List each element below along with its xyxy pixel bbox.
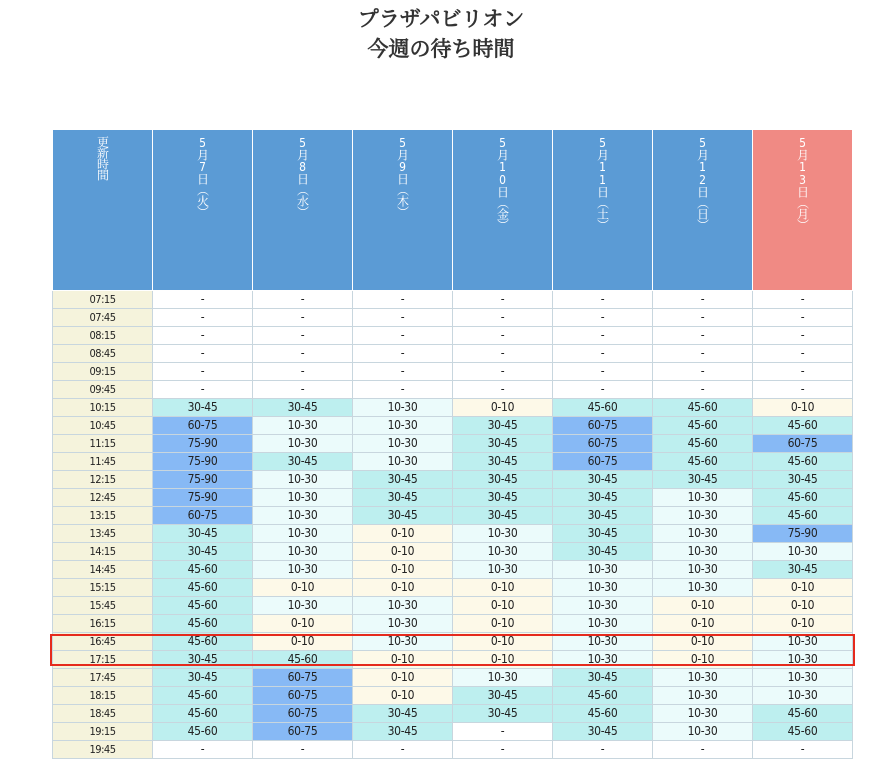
wait-time-cell: 45-60 (653, 417, 753, 435)
wait-time-cell: 0-10 (653, 651, 753, 669)
table-row (53, 597, 853, 615)
wait-time-cell: 45-60 (753, 723, 853, 741)
wait-time-cell: 10-30 (253, 417, 353, 435)
wait-time-cell: 30-45 (553, 669, 653, 687)
wait-time-cell: 0-10 (753, 597, 853, 615)
wait-time-cell: - (453, 363, 553, 381)
wait-time-cell: 10-30 (653, 489, 753, 507)
wait-time-cell: 75-90 (153, 453, 253, 471)
wait-time-cell: 30-45 (353, 723, 453, 741)
wait-time-cell: 10-30 (553, 651, 653, 669)
time-cell: 11:45 (53, 453, 153, 471)
wait-time-cell: 10-30 (553, 561, 653, 579)
table-row (53, 525, 853, 543)
wait-time-cell: 10-30 (353, 597, 453, 615)
wait-time-cell: 45-60 (153, 723, 253, 741)
wait-time-cell: 0-10 (253, 579, 353, 597)
time-cell: 14:45 (53, 561, 153, 579)
wait-time-cell: 60-75 (553, 417, 653, 435)
wait-time-cell: 10-30 (353, 399, 453, 417)
table-row (53, 381, 853, 399)
wait-time-cell: 10-30 (253, 561, 353, 579)
wait-time-cell: 10-30 (753, 687, 853, 705)
wait-time-cell: - (753, 741, 853, 759)
wait-time-cell: 45-60 (753, 489, 853, 507)
wait-time-cell: 45-60 (153, 705, 253, 723)
wait-time-cell: 30-45 (153, 399, 253, 417)
wait-time-cell: 0-10 (353, 561, 453, 579)
wait-time-cell: 10-30 (753, 543, 853, 561)
wait-time-cell: 0-10 (353, 669, 453, 687)
wait-time-cell: 30-45 (553, 543, 653, 561)
page-title (0, 4, 882, 64)
day-header: 5月7日（火） (153, 130, 253, 291)
time-cell: 16:15 (53, 615, 153, 633)
wait-time-cell: - (453, 723, 553, 741)
wait-time-cell: - (653, 381, 753, 399)
table-row (53, 543, 853, 561)
header-row (53, 130, 853, 291)
wait-time-cell: - (753, 327, 853, 345)
wait-time-cell: - (653, 309, 753, 327)
wait-time-cell: 30-45 (253, 453, 353, 471)
wait-time-cell: - (553, 309, 653, 327)
time-cell: 12:15 (53, 471, 153, 489)
wait-time-cell: 0-10 (353, 651, 453, 669)
wait-time-cell: - (153, 345, 253, 363)
wait-time-cell: 45-60 (153, 597, 253, 615)
wait-time-cell: 30-45 (753, 561, 853, 579)
table-row (53, 669, 853, 687)
wait-time-cell: 0-10 (253, 615, 353, 633)
day-header: 5月10日（金） (453, 130, 553, 291)
wait-time-cell: 45-60 (153, 579, 253, 597)
wait-time-cell: 30-45 (553, 507, 653, 525)
wait-time-cell: - (653, 345, 753, 363)
wait-time-cell: 45-60 (553, 399, 653, 417)
table-row (53, 435, 853, 453)
wait-time-cell: 30-45 (453, 417, 553, 435)
wait-time-cell: - (453, 381, 553, 399)
wait-time-cell: 10-30 (653, 723, 753, 741)
time-cell: 17:45 (53, 669, 153, 687)
wait-time-cell: 10-30 (653, 543, 753, 561)
wait-time-cell: 30-45 (353, 705, 453, 723)
wait-time-cell: 0-10 (453, 399, 553, 417)
table-row (53, 489, 853, 507)
wait-time-cell: 45-60 (553, 705, 653, 723)
wait-time-cell: 75-90 (753, 525, 853, 543)
wait-time-cell: 45-60 (753, 417, 853, 435)
wait-time-cell: 45-60 (753, 453, 853, 471)
wait-time-cell: 10-30 (653, 579, 753, 597)
wait-time-cell: - (153, 291, 253, 309)
wait-time-cell: - (253, 345, 353, 363)
wait-time-cell: 30-45 (553, 723, 653, 741)
wait-time-cell: 0-10 (453, 597, 553, 615)
wait-time-cell: 30-45 (453, 453, 553, 471)
pavilion-name: プラザパビリオン (357, 7, 525, 31)
wait-time-cell: - (653, 363, 753, 381)
update-time-header: 更新時間 (53, 130, 153, 291)
table-row (53, 327, 853, 345)
wait-time-cell: 45-60 (153, 687, 253, 705)
wait-time-cell: 45-60 (253, 651, 353, 669)
wait-time-cell: 0-10 (753, 399, 853, 417)
wait-time-cell: 60-75 (253, 669, 353, 687)
wait-time-cell: 0-10 (353, 525, 453, 543)
time-cell: 14:15 (53, 543, 153, 561)
wait-time-cell: 0-10 (453, 651, 553, 669)
time-cell: 09:45 (53, 381, 153, 399)
wait-time-cell: 30-45 (553, 525, 653, 543)
table-row (53, 579, 853, 597)
time-cell: 07:15 (53, 291, 153, 309)
wait-time-cell: 45-60 (753, 507, 853, 525)
wait-time-cell: 10-30 (453, 525, 553, 543)
wait-time-cell: 10-30 (353, 453, 453, 471)
wait-time-cell: 10-30 (553, 633, 653, 651)
wait-time-cell: 60-75 (253, 723, 353, 741)
wait-time-cell: - (553, 741, 653, 759)
table-row (53, 615, 853, 633)
wait-time-cell: 45-60 (153, 561, 253, 579)
wait-time-cell: - (453, 327, 553, 345)
table-row (53, 507, 853, 525)
wait-time-cell: - (453, 291, 553, 309)
wait-time-cell: 10-30 (553, 579, 653, 597)
time-cell: 08:45 (53, 345, 153, 363)
wait-time-cell: 45-60 (153, 633, 253, 651)
table-row (53, 561, 853, 579)
wait-time-cell: 0-10 (753, 615, 853, 633)
wait-time-cell: - (553, 381, 653, 399)
day-header: 5月12日（日） (653, 130, 753, 291)
wait-time-cell: - (253, 363, 353, 381)
wait-time-cell: 30-45 (353, 471, 453, 489)
wait-time-cell: - (653, 291, 753, 309)
wait-time-cell: 10-30 (753, 669, 853, 687)
table-row (53, 633, 853, 651)
time-cell: 15:15 (53, 579, 153, 597)
wait-time-cell: 60-75 (253, 705, 353, 723)
wait-time-cell: 0-10 (253, 633, 353, 651)
wait-time-cell: - (153, 309, 253, 327)
time-cell: 15:45 (53, 597, 153, 615)
wait-time-cell: 30-45 (553, 471, 653, 489)
wait-time-cell: - (253, 291, 353, 309)
wait-time-cell: 10-30 (453, 543, 553, 561)
wait-time-cell: - (553, 327, 653, 345)
wait-time-cell: 0-10 (353, 687, 453, 705)
wait-time-cell: 30-45 (553, 489, 653, 507)
wait-time-cell: 10-30 (753, 633, 853, 651)
time-cell: 11:15 (53, 435, 153, 453)
time-cell: 19:15 (53, 723, 153, 741)
wait-time-cell: - (553, 363, 653, 381)
wait-time-cell: 10-30 (253, 525, 353, 543)
wait-time-cell: 30-45 (153, 651, 253, 669)
wait-time-cell: - (353, 327, 453, 345)
wait-time-cell: - (253, 741, 353, 759)
wait-time-cell: - (753, 345, 853, 363)
wait-time-cell: 10-30 (753, 651, 853, 669)
table-row (53, 363, 853, 381)
wait-time-cell: - (553, 291, 653, 309)
wait-time-cell: - (253, 327, 353, 345)
wait-time-cell: - (453, 741, 553, 759)
wait-time-cell: 10-30 (653, 669, 753, 687)
wait-time-cell: 30-45 (453, 507, 553, 525)
time-cell: 10:45 (53, 417, 153, 435)
wait-time-cell: 60-75 (553, 453, 653, 471)
wait-time-cell: 30-45 (453, 687, 553, 705)
wait-time-cell: 0-10 (653, 633, 753, 651)
wait-time-cell: 0-10 (653, 615, 753, 633)
wait-time-cell: 0-10 (453, 633, 553, 651)
table-row (53, 345, 853, 363)
wait-time-cell: - (453, 345, 553, 363)
time-cell: 13:15 (53, 507, 153, 525)
wait-time-cell: - (753, 363, 853, 381)
day-header: 5月11日（土） (553, 130, 653, 291)
wait-time-cell: - (353, 741, 453, 759)
wait-time-cell: 30-45 (453, 471, 553, 489)
wait-time-cell: - (253, 309, 353, 327)
wait-time-cell: 45-60 (153, 615, 253, 633)
time-cell: 19:45 (53, 741, 153, 759)
wait-time-cell: 30-45 (453, 489, 553, 507)
time-cell: 17:15 (53, 651, 153, 669)
wait-time-cell: 10-30 (353, 633, 453, 651)
wait-time-cell: 10-30 (253, 507, 353, 525)
wait-time-cell: - (353, 345, 453, 363)
time-cell: 10:15 (53, 399, 153, 417)
wait-time-cell: 45-60 (653, 435, 753, 453)
wait-time-table (52, 129, 853, 759)
wait-time-cell: 30-45 (453, 435, 553, 453)
wait-time-cell: - (653, 327, 753, 345)
wait-time-cell: 60-75 (553, 435, 653, 453)
time-cell: 08:15 (53, 327, 153, 345)
wait-time-cell: - (553, 345, 653, 363)
wait-time-cell: 30-45 (153, 543, 253, 561)
time-cell: 18:45 (53, 705, 153, 723)
wait-time-cell: - (153, 327, 253, 345)
wait-time-cell: 10-30 (553, 597, 653, 615)
wait-time-cell: 0-10 (453, 579, 553, 597)
wait-time-cell: 60-75 (153, 507, 253, 525)
wait-time-cell: 30-45 (153, 669, 253, 687)
wait-time-cell: 10-30 (253, 597, 353, 615)
wait-time-cell: - (453, 309, 553, 327)
table-row (53, 309, 853, 327)
wait-time-cell: - (353, 363, 453, 381)
wait-time-cell: - (353, 381, 453, 399)
wait-time-cell: - (753, 381, 853, 399)
wait-time-cell: 45-60 (653, 453, 753, 471)
wait-time-cell: 30-45 (253, 399, 353, 417)
wait-time-cell: 30-45 (753, 471, 853, 489)
wait-time-cell: 10-30 (653, 705, 753, 723)
wait-time-cell: 75-90 (153, 489, 253, 507)
wait-time-cell: 0-10 (453, 615, 553, 633)
wait-time-cell: 30-45 (353, 489, 453, 507)
time-cell: 16:45 (53, 633, 153, 651)
wait-time-cell: 75-90 (153, 435, 253, 453)
wait-time-cell: 0-10 (653, 597, 753, 615)
wait-time-cell: 10-30 (253, 435, 353, 453)
wait-time-cell: 10-30 (653, 507, 753, 525)
wait-time-cell: 30-45 (453, 705, 553, 723)
wait-time-cell: 10-30 (253, 543, 353, 561)
wait-time-cell: 10-30 (553, 615, 653, 633)
wait-time-cell: 10-30 (453, 561, 553, 579)
table-row (53, 399, 853, 417)
wait-time-cell: - (153, 381, 253, 399)
table-row (53, 291, 853, 309)
wait-time-cell: 10-30 (353, 435, 453, 453)
wait-time-cell: 60-75 (153, 417, 253, 435)
wait-time-cell: - (353, 309, 453, 327)
day-header: 5月9日（木） (353, 130, 453, 291)
page-subtitle: 今週の待ち時間 (367, 37, 515, 61)
day-header: 5月8日（水） (253, 130, 353, 291)
wait-time-cell: 30-45 (653, 471, 753, 489)
table-row (53, 705, 853, 723)
table-row (53, 723, 853, 741)
wait-time-cell: 0-10 (353, 543, 453, 561)
wait-time-cell: 10-30 (453, 669, 553, 687)
wait-time-cell: 45-60 (653, 399, 753, 417)
table-row (53, 471, 853, 489)
wait-time-cell: - (653, 741, 753, 759)
table-row (53, 741, 853, 759)
table-row (53, 651, 853, 669)
wait-time-cell: 10-30 (253, 489, 353, 507)
wait-time-cell: - (753, 291, 853, 309)
wait-time-cell: - (153, 741, 253, 759)
wait-time-cell: 10-30 (653, 561, 753, 579)
time-cell: 09:15 (53, 363, 153, 381)
wait-time-cell: 10-30 (353, 417, 453, 435)
time-cell: 18:15 (53, 687, 153, 705)
time-cell: 12:45 (53, 489, 153, 507)
wait-time-cell: 10-30 (653, 687, 753, 705)
wait-time-cell: 10-30 (353, 615, 453, 633)
wait-time-cell: 75-90 (153, 471, 253, 489)
wait-time-cell: 45-60 (753, 705, 853, 723)
wait-time-cell: 10-30 (653, 525, 753, 543)
wait-time-cell: - (753, 309, 853, 327)
wait-time-cell: 60-75 (253, 687, 353, 705)
wait-time-cell: 0-10 (353, 579, 453, 597)
wait-time-cell: 0-10 (753, 579, 853, 597)
time-cell: 07:45 (53, 309, 153, 327)
wait-time-cell: 30-45 (153, 525, 253, 543)
table-row (53, 453, 853, 471)
wait-time-cell: 45-60 (553, 687, 653, 705)
wait-time-cell: 30-45 (353, 507, 453, 525)
wait-time-cell: 10-30 (253, 471, 353, 489)
wait-time-cell: - (253, 381, 353, 399)
wait-time-cell: 60-75 (753, 435, 853, 453)
table-row (53, 687, 853, 705)
table-row (53, 417, 853, 435)
time-cell: 13:45 (53, 525, 153, 543)
wait-time-cell: - (153, 363, 253, 381)
wait-time-cell: - (353, 291, 453, 309)
day-header-today: 5月13日（月） (753, 130, 853, 291)
